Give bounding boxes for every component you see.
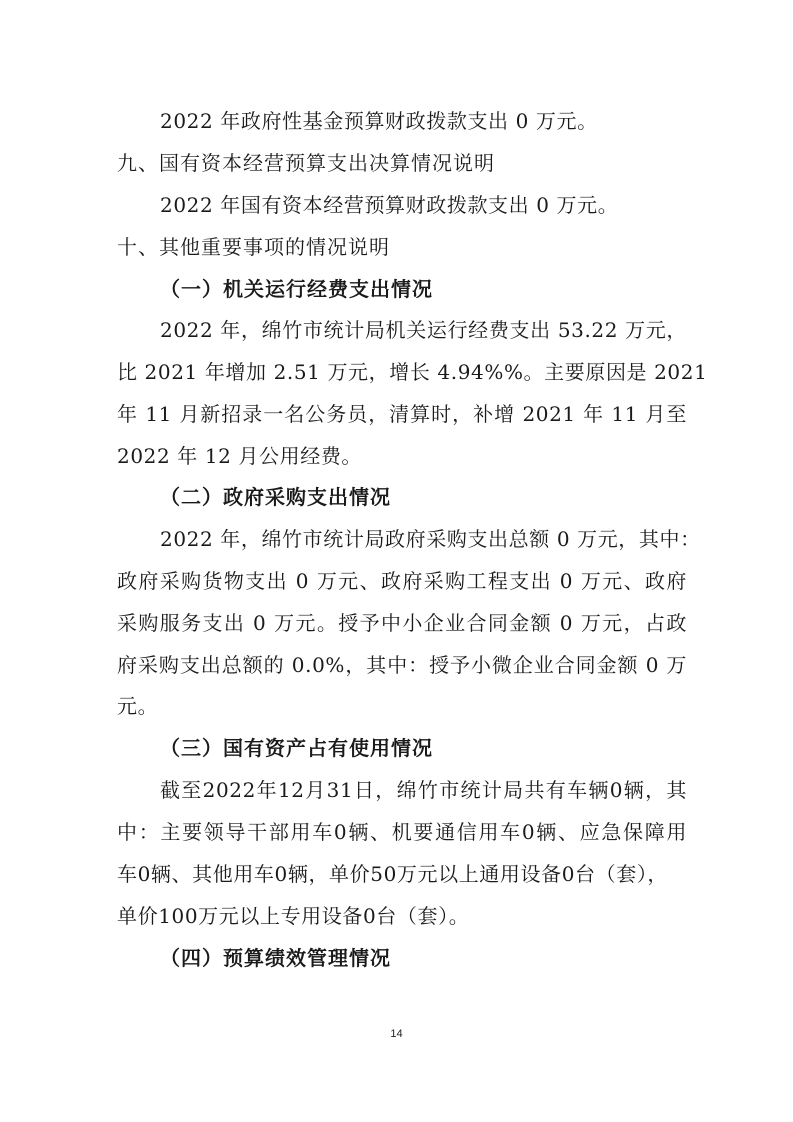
paragraph-line: 比 2021 年增加 2.51 万元，增长 4.94%%。主要原因是 2021 (117, 360, 708, 384)
heading-section-9: 九、国有资本经营预算支出决算情况说明 (117, 151, 495, 175)
paragraph-state-capital: 2022 年国有资本经营预算财政拨款支出 0 万元。 (160, 193, 619, 217)
paragraph-line: 采购服务支出 0 万元。授予中小企业合同金额 0 万元，占政 (117, 611, 687, 635)
subheading-1: （一）机关运行经费支出情况 (160, 277, 433, 301)
heading-section-10: 十、其他重要事项的情况说明 (117, 235, 390, 259)
paragraph-govfund: 2022 年政府性基金预算财政拨款支出 0 万元。 (160, 109, 598, 133)
subheading-2: （二）政府采购支出情况 (160, 485, 391, 509)
paragraph-line: 年 11 月新招录一名公务员，清算时，补增 2021 年 11 月至 (117, 402, 687, 426)
paragraph-line: 2022 年，绵竹市统计局机关运行经费支出 53.22 万元， (160, 318, 687, 342)
paragraph-line: 中：主要领导干部用车0辆、机要通信用车0辆、应急保障用 (117, 820, 687, 844)
paragraph-line: 截至2022年12月31日，绵竹市统计局共有车辆0辆，其 (160, 778, 687, 802)
subheading-4: （四）预算绩效管理情况 (160, 946, 391, 970)
paragraph-line: 府采购支出总额的 0.0%，其中：授予小微企业合同金额 0 万 (117, 653, 687, 677)
paragraph-line: 2022 年，绵竹市统计局政府采购支出总额 0 万元，其中： (160, 527, 701, 551)
subheading-3: （三）国有资产占有使用情况 (160, 736, 433, 760)
paragraph-line: 车0辆、其他用车0辆，单价50万元以上通用设备0台（套）， (117, 862, 669, 886)
paragraph-line: 2022 年 12 月公用经费。 (117, 444, 363, 468)
paragraph-line: 元。 (117, 694, 159, 718)
paragraph-line: 政府采购货物支出 0 万元、政府采购工程支出 0 万元、政府 (117, 569, 687, 593)
page-number: 14 (390, 1028, 403, 1040)
paragraph-line: 单价100万元以上专用设备0台（套）。 (117, 904, 470, 928)
